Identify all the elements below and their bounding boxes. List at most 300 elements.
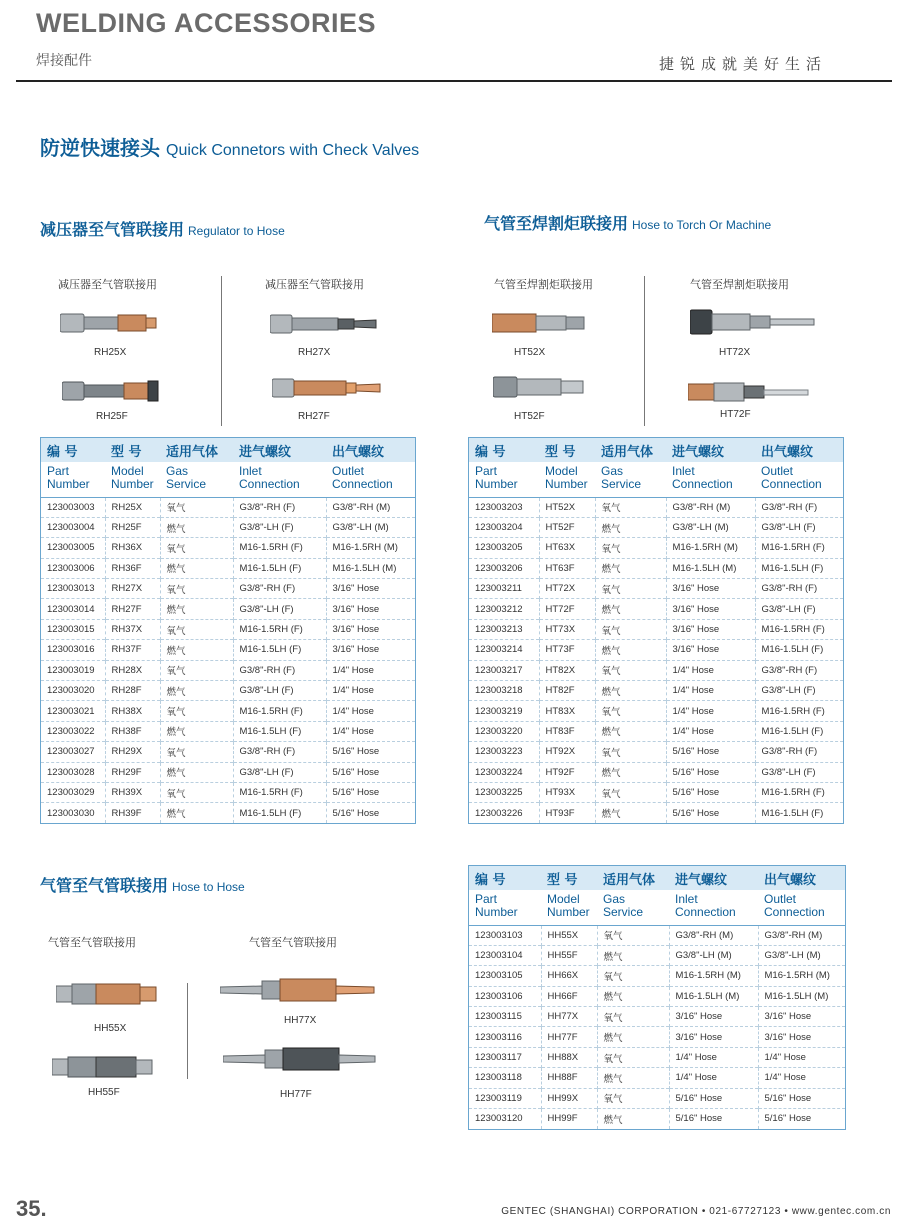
table-cell: 123003117: [469, 1047, 541, 1067]
table-cell: 123003226: [469, 803, 539, 823]
table-cell: 1/4" Hose: [758, 1068, 845, 1088]
table-row: [469, 925, 845, 945]
product-label: HH55X: [94, 1023, 127, 1034]
table-cell: 氧气: [595, 782, 666, 802]
table-cell: G3/8"-LH (M): [326, 517, 415, 537]
table-cell: 123003020: [41, 681, 105, 701]
table-cell: G3/8"-LH (F): [233, 762, 326, 782]
table-cell: M16-1.5RH (F): [233, 701, 326, 721]
table-cell: 氧气: [597, 1007, 669, 1027]
table-cell: 1/4" Hose: [758, 1047, 845, 1067]
col-header: 编 号: [41, 438, 105, 462]
table-cell: HH55X: [541, 925, 597, 945]
table-cell: HH88X: [541, 1047, 597, 1067]
fitting-ht72x-image: [690, 308, 816, 336]
table-cell: RH28X: [105, 660, 160, 680]
table-cell: RH27F: [105, 599, 160, 619]
table-cell: M16-1.5LH (F): [233, 558, 326, 578]
table-cell: G3/8"-RH (F): [233, 660, 326, 680]
table-cell: 123003116: [469, 1027, 541, 1047]
col-header: Outlet Connection: [326, 462, 415, 497]
table-cell: 123003015: [41, 619, 105, 639]
table-cell: 123003005: [41, 538, 105, 558]
table-cell: M16-1.5RH (F): [233, 782, 326, 802]
table-cell: 氧气: [597, 1088, 669, 1108]
table-cell: 5/16" Hose: [326, 762, 415, 782]
section-title-hose: [40, 873, 245, 896]
table-row: [469, 701, 843, 721]
table-row: [469, 986, 845, 1006]
table-cell: 123003119: [469, 1088, 541, 1108]
table-cell: 5/16" Hose: [326, 782, 415, 802]
table-cell: 氧气: [597, 966, 669, 986]
table-cell: 123003027: [41, 742, 105, 762]
table-cell: 123003028: [41, 762, 105, 782]
table-cell: 燃气: [595, 558, 666, 578]
table-cell: 3/16" Hose: [326, 599, 415, 619]
col-header: 适用气体: [597, 866, 669, 890]
product-label: RH25F: [96, 411, 128, 422]
col-header: Gas Service: [160, 462, 233, 497]
table-cell: HT72F: [539, 599, 595, 619]
table-row: [41, 782, 415, 802]
fitting-ht72f-image: [688, 380, 812, 404]
table-header-zh: [469, 438, 843, 462]
table-cell: 燃气: [160, 558, 233, 578]
product-label: HT52F: [514, 411, 545, 422]
table-cell: 氧气: [160, 619, 233, 639]
table-row: [41, 619, 415, 639]
table-cell: G3/8"-RH (M): [326, 497, 415, 517]
column-divider: [221, 276, 222, 426]
table-cell: M16-1.5LH (M): [326, 558, 415, 578]
table-cell: 123003218: [469, 681, 539, 701]
table-cell: M16-1.5RH (F): [755, 538, 843, 558]
table-cell: G3/8"-LH (F): [755, 762, 843, 782]
table-cell: RH37F: [105, 640, 160, 660]
table-cell: 123003013: [41, 579, 105, 599]
table-cell: 氧气: [597, 925, 669, 945]
fitting-hh55x-image: [56, 981, 158, 1007]
table-cell: 燃气: [160, 762, 233, 782]
table-cell: 123003206: [469, 558, 539, 578]
table-row: [469, 558, 843, 578]
table-cell: HT93F: [539, 803, 595, 823]
brand-subtitle: 焊接配件: [36, 53, 92, 69]
table-cell: 燃气: [160, 599, 233, 619]
table-cell: 氧气: [160, 579, 233, 599]
table-cell: M16-1.5LH (F): [755, 803, 843, 823]
col-header: Part Number: [469, 890, 541, 925]
table-cell: HT83F: [539, 721, 595, 741]
table-cell: G3/8"-LH (F): [233, 599, 326, 619]
table-row: [41, 660, 415, 680]
table-cell: G3/8"-RH (M): [758, 925, 845, 945]
table-cell: 燃气: [595, 599, 666, 619]
table-cell: 123003211: [469, 579, 539, 599]
col-header: 进气螺纹: [666, 438, 755, 462]
table-cell: 燃气: [595, 721, 666, 741]
table-cell: RH39X: [105, 782, 160, 802]
col-header: 型 号: [105, 438, 160, 462]
table-row: [469, 1068, 845, 1088]
table-cell: RH36X: [105, 538, 160, 558]
table-cell: G3/8"-RH (F): [233, 742, 326, 762]
product-table-hose: [468, 865, 846, 1130]
product-label: RH27F: [298, 411, 330, 422]
table-row: [41, 803, 415, 823]
product-caption: 气管至焊割炬联接用: [690, 278, 789, 291]
col-header: Part Number: [469, 462, 539, 497]
table-cell: RH25F: [105, 517, 160, 537]
table-cell: HT52F: [539, 517, 595, 537]
table-cell: 123003214: [469, 640, 539, 660]
table-cell: G3/8"-RH (F): [755, 660, 843, 680]
col-header: Outlet Connection: [758, 890, 845, 925]
product-label: HH77F: [280, 1089, 312, 1100]
col-header: Gas Service: [595, 462, 666, 497]
table-row: [41, 762, 415, 782]
table-cell: 氧气: [595, 538, 666, 558]
table-cell: 1/4" Hose: [326, 721, 415, 741]
table-cell: M16-1.5RH (F): [755, 782, 843, 802]
col-header: Inlet Connection: [666, 462, 755, 497]
table-cell: HH99X: [541, 1088, 597, 1108]
table-row: [469, 966, 845, 986]
table-cell: 燃气: [597, 1027, 669, 1047]
product-table-torch: [468, 437, 844, 824]
table-cell: 氧气: [595, 701, 666, 721]
col-header: Model Number: [541, 890, 597, 925]
table-cell: 123003118: [469, 1068, 541, 1088]
table-cell: 氧气: [595, 579, 666, 599]
table-cell: RH28F: [105, 681, 160, 701]
table-cell: M16-1.5RH (F): [755, 701, 843, 721]
table-cell: 123003003: [47, 501, 95, 513]
table-cell: 燃气: [595, 517, 666, 537]
table-row: [469, 681, 843, 701]
table-cell: 123003014: [41, 599, 105, 619]
page-number: 35.: [16, 1196, 47, 1221]
table-row: [469, 640, 843, 660]
table-cell: M16-1.5LH (F): [755, 640, 843, 660]
fitting-rh27x-image: [270, 313, 378, 335]
table-cell: G3/8"-LH (F): [233, 517, 326, 537]
table-cell: HT93X: [539, 782, 595, 802]
table-cell: 氧气: [597, 1047, 669, 1067]
table-cell: 燃气: [597, 945, 669, 965]
table-cell: RH27X: [105, 579, 160, 599]
product-caption: 减压器至气管联接用: [58, 278, 157, 291]
product-label: HH77X: [284, 1015, 317, 1026]
col-header: 出气螺纹: [326, 438, 415, 462]
table-cell: M16-1.5LH (F): [755, 558, 843, 578]
table-cell: HT52X: [539, 497, 595, 517]
table-cell: HT82X: [539, 660, 595, 680]
table-cell: 123003021: [41, 701, 105, 721]
col-header: Outlet Connection: [755, 462, 843, 497]
table-cell: G3/8"-LH (F): [755, 681, 843, 701]
product-label: HT52X: [514, 347, 546, 358]
table-cell: 3/16" Hose: [666, 619, 755, 639]
table-cell: G3/8"-LH (F): [755, 517, 843, 537]
section-title-en: Hose to Hose: [172, 880, 245, 894]
table-cell: M16-1.5LH (F): [755, 721, 843, 741]
table-cell: 燃气: [160, 721, 233, 741]
table-cell: HH99F: [541, 1109, 597, 1129]
table-cell: 1/4" Hose: [326, 660, 415, 680]
table-cell: HT92F: [539, 762, 595, 782]
table-row: [41, 599, 415, 619]
table-cell: M16-1.5LH (M): [666, 558, 755, 578]
table-cell: 3/16" Hose: [666, 579, 755, 599]
table-row: [41, 497, 415, 517]
table-cell: 123003030: [41, 803, 105, 823]
product-caption: 气管至气管联接用: [48, 936, 136, 949]
table-cell: 氧气: [160, 497, 233, 517]
section-title-torch: [484, 211, 771, 234]
table-cell: 3/16" Hose: [669, 1007, 758, 1027]
table-cell: 123003223: [469, 742, 539, 762]
column-divider: [187, 983, 188, 1079]
table-cell: M16-1.5RH (F): [233, 538, 326, 558]
table-cell: 3/16" Hose: [326, 619, 415, 639]
table-cell: HT73X: [539, 619, 595, 639]
table-cell: RH38F: [105, 721, 160, 741]
table-cell: 燃气: [595, 803, 666, 823]
col-header: 型 号: [539, 438, 595, 462]
table-row: [469, 1027, 845, 1047]
table-cell: 3/16" Hose: [326, 640, 415, 660]
table-row: [469, 1047, 845, 1067]
table-cell: 3/16" Hose: [666, 640, 755, 660]
table-row: [469, 599, 843, 619]
product-label: RH25X: [94, 347, 127, 358]
table-header-en: [41, 462, 415, 497]
table-cell: 123003016: [41, 640, 105, 660]
table-row: [41, 579, 415, 599]
product-label: HH55F: [88, 1087, 120, 1098]
table-cell: 123003212: [469, 599, 539, 619]
table-cell: RH37X: [105, 619, 160, 639]
product-label: RH27X: [298, 347, 331, 358]
table-cell: HT63X: [539, 538, 595, 558]
col-header: Part Number: [41, 462, 105, 497]
table-cell: M16-1.5RH (F): [233, 619, 326, 639]
table-cell: M16-1.5RH (F): [755, 619, 843, 639]
table-cell: G3/8"-LH (M): [669, 945, 758, 965]
fitting-ht52f-image: [493, 374, 587, 400]
table-cell: 5/16" Hose: [758, 1088, 845, 1108]
table-cell: 123003106: [469, 986, 541, 1006]
table-row: [469, 579, 843, 599]
fitting-hh55f-image: [52, 1054, 154, 1080]
fitting-rh27f-image: [272, 376, 382, 400]
table-cell: 3/16" Hose: [758, 1027, 845, 1047]
table-cell: 氧气: [160, 742, 233, 762]
table-cell: 氧气: [160, 660, 233, 680]
table-cell: 5/16" Hose: [666, 742, 755, 762]
table-cell: 123003115: [469, 1007, 541, 1027]
table-cell: RH29F: [105, 762, 160, 782]
col-header: 进气螺纹: [233, 438, 326, 462]
product-label: HT72F: [720, 409, 751, 420]
table-cell: 5/16" Hose: [326, 742, 415, 762]
table-row: [469, 782, 843, 802]
table-cell: 燃气: [160, 681, 233, 701]
table-cell: 1/4" Hose: [666, 660, 755, 680]
footer-company: GENTEC (SHANGHAI) CORPORATION • 021-67727123 • www.gentec.com.cn: [501, 1206, 891, 1217]
table-cell: M16-1.5LH (M): [758, 986, 845, 1006]
table-cell: G3/8"-RH (F): [755, 497, 843, 517]
table-cell: 燃气: [597, 1109, 669, 1129]
table-cell: 氧气: [160, 538, 233, 558]
table-cell: HT73F: [539, 640, 595, 660]
table-cell: M16-1.5LH (F): [233, 721, 326, 741]
col-header: 型 号: [541, 866, 597, 890]
table-cell: 燃气: [595, 681, 666, 701]
col-header: 适用气体: [595, 438, 666, 462]
table-cell: G3/8"-LH (M): [758, 945, 845, 965]
table-cell: 123003225: [469, 782, 539, 802]
table-row: [469, 1109, 845, 1129]
table-cell: 氧气: [595, 497, 666, 517]
table-cell: 123003213: [469, 619, 539, 639]
table-cell: M16-1.5RH (M): [669, 966, 758, 986]
table-cell: 燃气: [160, 803, 233, 823]
col-header: 编 号: [469, 866, 541, 890]
col-header: 进气螺纹: [669, 866, 758, 890]
fitting-hh77f-image: [223, 1045, 377, 1073]
col-header: Gas Service: [597, 890, 669, 925]
table-cell: 123003204: [469, 517, 539, 537]
table-cell: 1/4" Hose: [326, 681, 415, 701]
col-header: 适用气体: [160, 438, 233, 462]
table-cell: 123003220: [469, 721, 539, 741]
table-header-zh: [41, 438, 415, 462]
table-cell: 123003004: [41, 517, 105, 537]
table-cell: 5/16" Hose: [666, 762, 755, 782]
table-cell: 燃气: [595, 762, 666, 782]
table-row: [469, 742, 843, 762]
table-row: [469, 762, 843, 782]
table-cell: 5/16" Hose: [669, 1109, 758, 1129]
table-cell: M16-1.5RH (M): [666, 538, 755, 558]
col-header: Model Number: [105, 462, 160, 497]
table-cell: G3/8"-RH (M): [669, 925, 758, 945]
table-cell: 123003022: [41, 721, 105, 741]
table-cell: 1/4" Hose: [326, 701, 415, 721]
table-cell: 5/16" Hose: [326, 803, 415, 823]
table-row: [469, 660, 843, 680]
table-cell: HH55F: [541, 945, 597, 965]
page-title-en: Quick Connetors with Check Valves: [166, 142, 420, 159]
table-cell: 123003019: [41, 660, 105, 680]
table-row: [469, 1088, 845, 1108]
table-cell: G3/8"-LH (M): [666, 517, 755, 537]
section-title-en: Regulator to Hose: [188, 224, 285, 238]
table-cell: 氧气: [160, 782, 233, 802]
table-cell: G3/8"-RH (F): [755, 742, 843, 762]
table-row: [469, 803, 843, 823]
table-row: [41, 558, 415, 578]
table-cell: HH88F: [541, 1068, 597, 1088]
col-header: Inlet Connection: [669, 890, 758, 925]
col-header: Model Number: [539, 462, 595, 497]
table-cell: G3/8"-RH (F): [233, 497, 326, 517]
table-cell: HT83X: [539, 701, 595, 721]
col-header: 出气螺纹: [755, 438, 843, 462]
section-title-zh: 气管至气管联接用: [40, 876, 169, 895]
table-cell: 123003205: [469, 538, 539, 558]
table-cell: HH77X: [541, 1007, 597, 1027]
table-row: [41, 640, 415, 660]
slogan: 捷锐成就美好生活: [658, 55, 827, 73]
product-caption: 气管至焊割炬联接用: [494, 278, 593, 291]
product-caption: 减压器至气管联接用: [265, 278, 364, 291]
table-row: [41, 721, 415, 741]
table-row: [469, 538, 843, 558]
table-cell: 123003203: [475, 501, 523, 513]
product-label: HT72X: [719, 347, 751, 358]
table-cell: M16-1.5RH (M): [326, 538, 415, 558]
table-cell: 燃气: [597, 986, 669, 1006]
column-divider: [644, 276, 645, 426]
table-cell: 氧气: [595, 619, 666, 639]
table-cell: 5/16" Hose: [758, 1109, 845, 1129]
table-cell: HH66F: [541, 986, 597, 1006]
table-cell: HH77F: [541, 1027, 597, 1047]
fitting-ht52x-image: [492, 311, 586, 335]
fitting-rh25x-image: [60, 311, 158, 335]
table-cell: 123003103: [475, 929, 523, 941]
table-cell: 3/16" Hose: [326, 579, 415, 599]
table-row: [469, 945, 845, 965]
table-cell: 燃气: [595, 640, 666, 660]
table-cell: HT63F: [539, 558, 595, 578]
brand-title: WELDING ACCESSORIES: [36, 8, 377, 38]
table-row: [41, 538, 415, 558]
table-cell: HT82F: [539, 681, 595, 701]
table-cell: 123003104: [469, 945, 541, 965]
table-cell: G3/8"-LH (F): [233, 681, 326, 701]
table-cell: G3/8"-LH (F): [755, 599, 843, 619]
table-row: [41, 701, 415, 721]
table-cell: M16-1.5LH (F): [233, 640, 326, 660]
table-cell: 燃气: [597, 1068, 669, 1088]
table-row: [469, 1007, 845, 1027]
table-row: [41, 742, 415, 762]
table-cell: RH38X: [105, 701, 160, 721]
table-cell: HT92X: [539, 742, 595, 762]
table-header-en: [469, 890, 845, 925]
table-cell: 5/16" Hose: [666, 803, 755, 823]
table-cell: 123003219: [469, 701, 539, 721]
table-cell: G3/8"-RH (F): [755, 579, 843, 599]
table-cell: 氧气: [595, 742, 666, 762]
table-cell: M16-1.5LH (F): [233, 803, 326, 823]
table-cell: 燃气: [160, 517, 233, 537]
table-cell: 123003105: [469, 966, 541, 986]
table-cell: 1/4" Hose: [666, 701, 755, 721]
table-row: [41, 681, 415, 701]
page-title: [40, 132, 419, 161]
section-title-regulator: [40, 217, 285, 240]
table-cell: 1/4" Hose: [669, 1047, 758, 1067]
product-caption: 气管至气管联接用: [249, 936, 337, 949]
table-cell: G3/8"-RH (F): [233, 579, 326, 599]
table-cell: HT72X: [539, 579, 595, 599]
